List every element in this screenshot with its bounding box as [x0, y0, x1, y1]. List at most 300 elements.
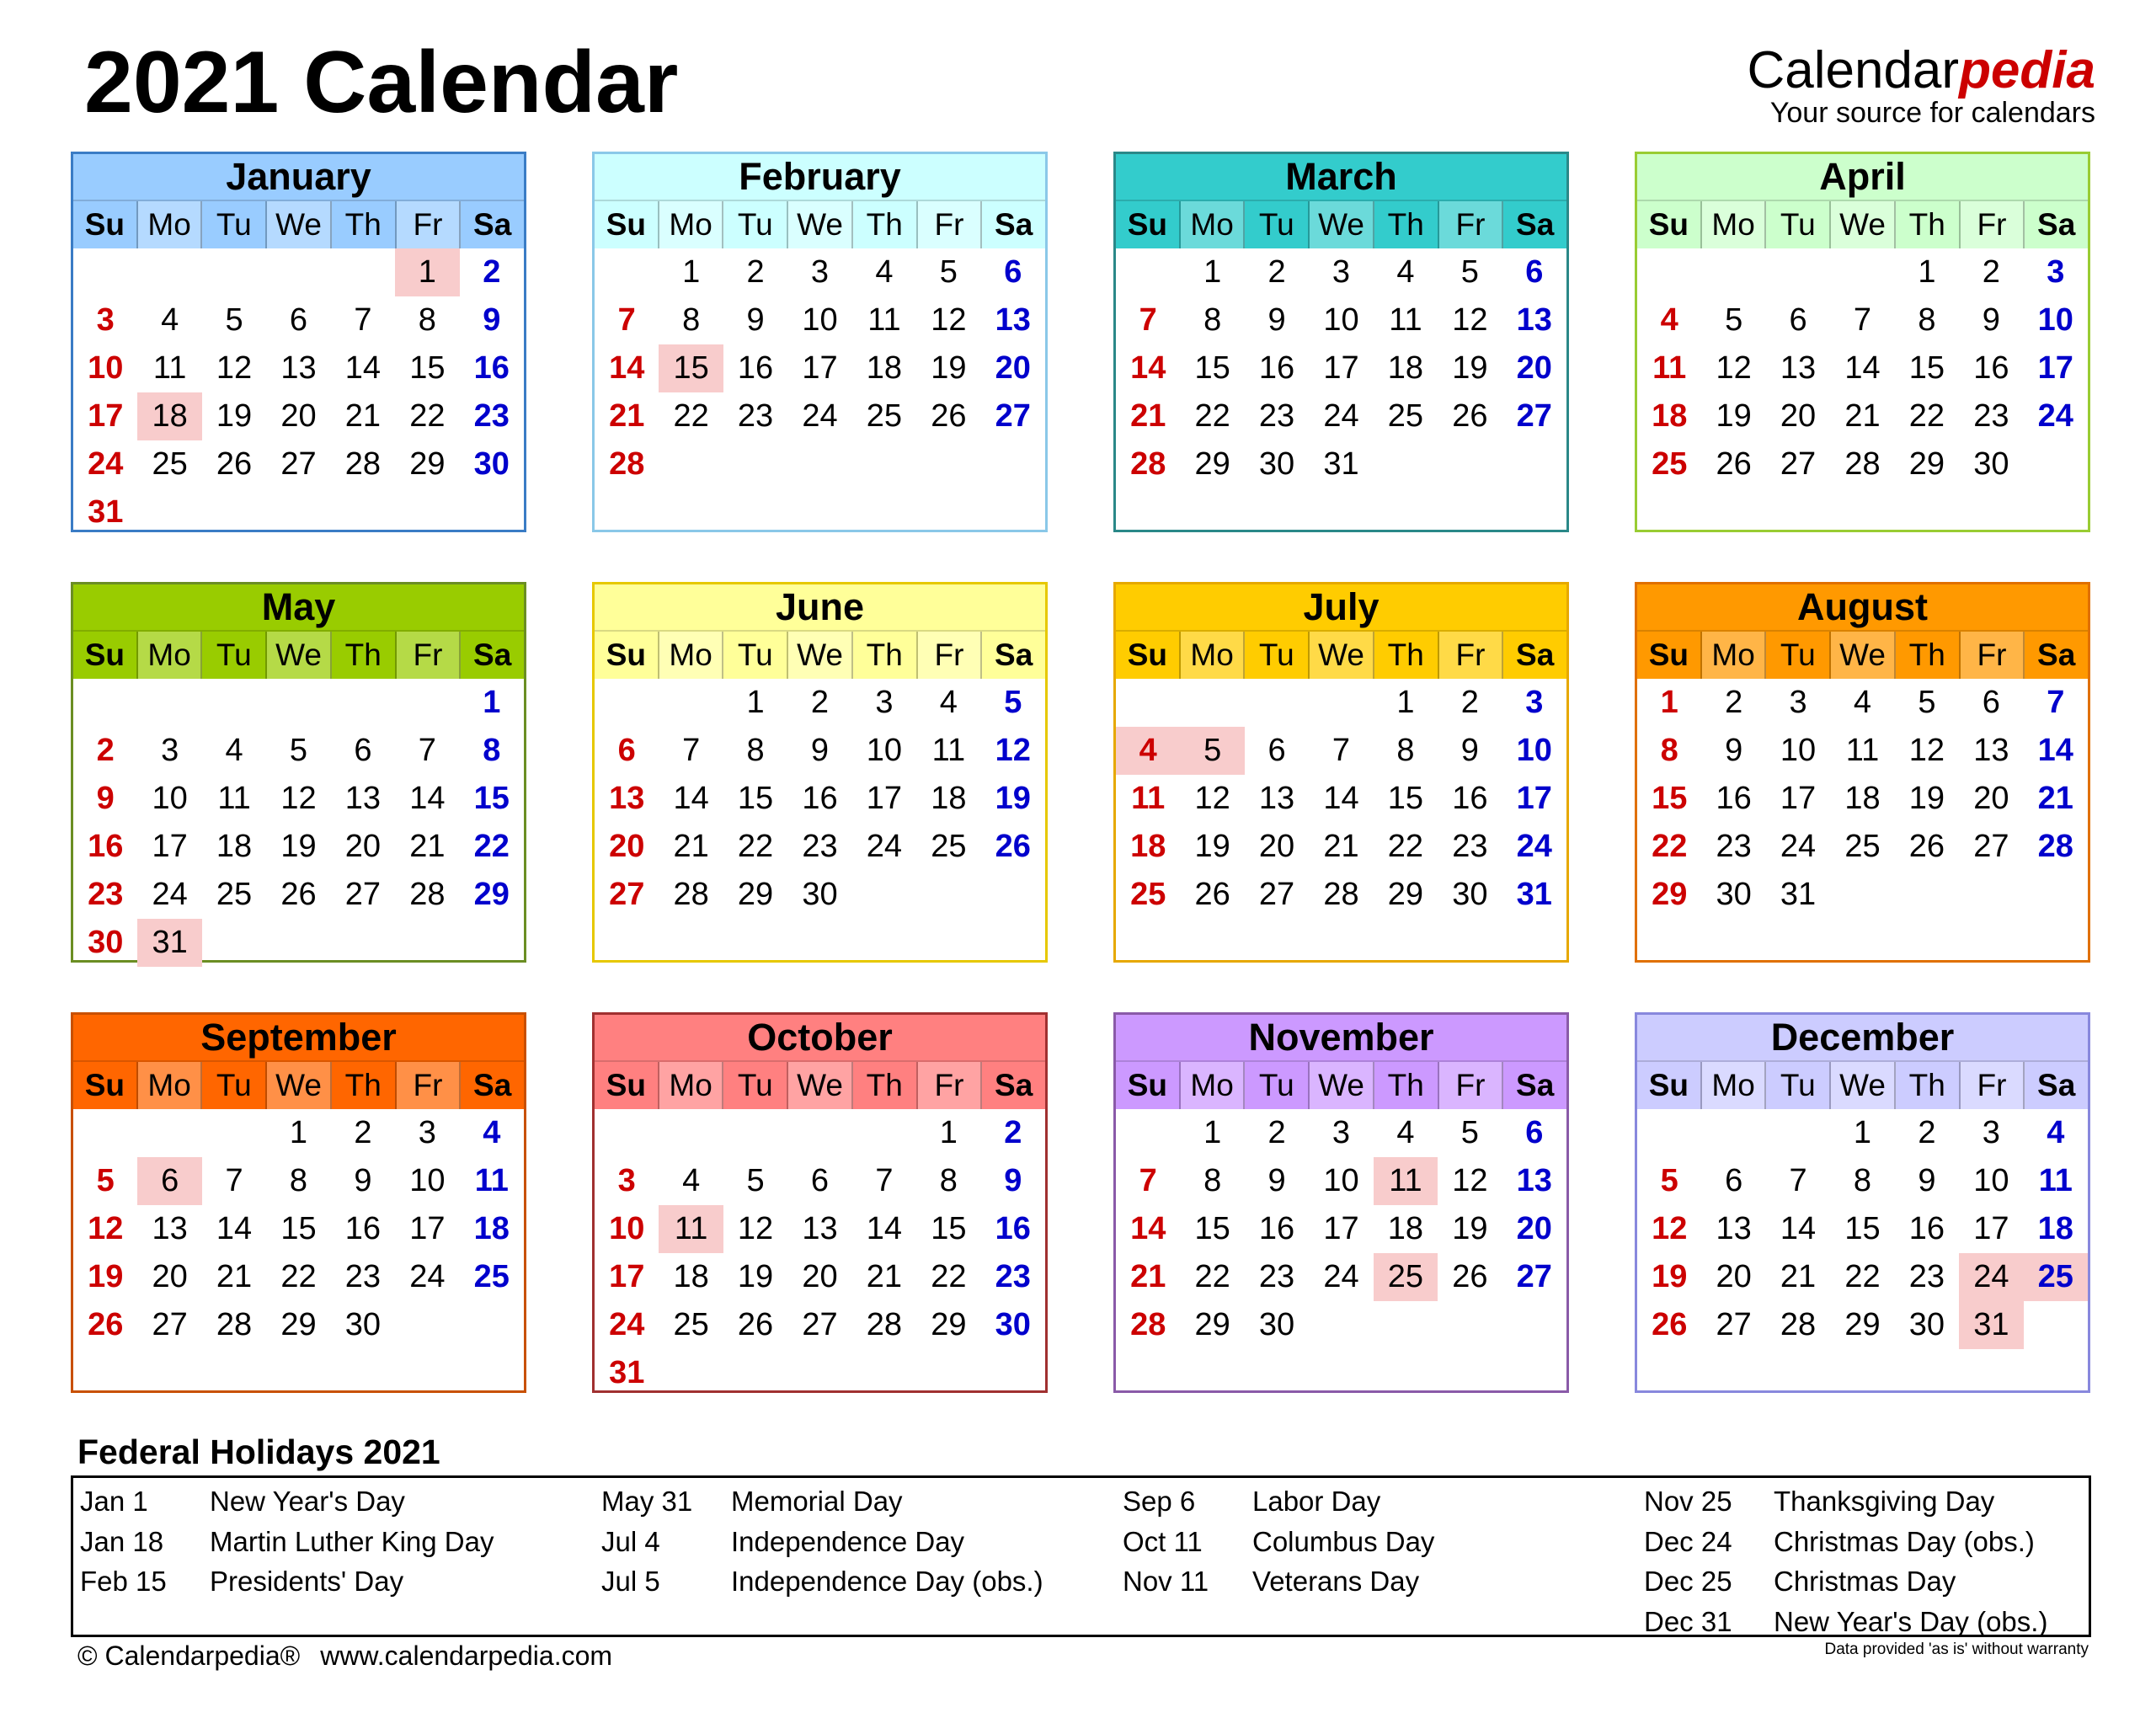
day-cell[interactable]: 5	[1725, 302, 1743, 338]
day-cell[interactable]: 1	[939, 1115, 958, 1150]
day-cell[interactable]: 16	[1973, 350, 2009, 386]
day-cell[interactable]: 21	[609, 398, 645, 434]
day-cell[interactable]: 8	[746, 733, 765, 768]
day-cell[interactable]: 7	[2047, 685, 2065, 720]
day-cell[interactable]: 5	[1660, 1163, 1678, 1198]
day-cell[interactable]: 16	[1258, 350, 1295, 386]
day-cell[interactable]: 1	[483, 685, 501, 720]
day-cell[interactable]: 12	[280, 781, 317, 816]
day-cell[interactable]: 1	[1660, 685, 1678, 720]
day-cell[interactable]: 30	[802, 877, 838, 912]
day-cell[interactable]: 13	[802, 1211, 838, 1246]
day-cell[interactable]: 2	[1267, 1115, 1286, 1150]
day-cell[interactable]: 14	[1780, 1211, 1817, 1246]
day-cell[interactable]: 28	[216, 1307, 253, 1342]
holiday-day-cell[interactable]: 1	[395, 248, 459, 296]
day-cell[interactable]: 13	[152, 1211, 188, 1246]
day-cell[interactable]: 21	[1130, 1259, 1166, 1294]
day-cell[interactable]: 24	[866, 829, 903, 864]
day-cell[interactable]: 9	[1460, 733, 1479, 768]
day-cell[interactable]: 15	[280, 1211, 317, 1246]
day-cell[interactable]: 18	[1130, 829, 1166, 864]
day-cell[interactable]: 5	[289, 733, 308, 768]
day-cell[interactable]: 25	[1844, 829, 1881, 864]
day-cell[interactable]: 1	[682, 254, 701, 290]
day-cell[interactable]: 22	[931, 1259, 967, 1294]
day-cell[interactable]: 1	[289, 1115, 308, 1150]
day-cell[interactable]: 5	[1460, 254, 1479, 290]
day-cell[interactable]: 24	[2037, 398, 2073, 434]
day-cell[interactable]: 13	[995, 302, 1031, 338]
day-cell[interactable]: 8	[1396, 733, 1415, 768]
holiday-day-cell[interactable]: 6	[137, 1157, 201, 1205]
day-cell[interactable]: 8	[289, 1163, 308, 1198]
day-cell[interactable]: 15	[931, 1211, 967, 1246]
day-cell[interactable]: 5	[225, 302, 243, 338]
day-cell[interactable]: 12	[931, 302, 967, 338]
day-cell[interactable]: 8	[1918, 302, 1936, 338]
day-cell[interactable]: 16	[473, 350, 510, 386]
day-cell[interactable]: 13	[344, 781, 382, 816]
day-cell[interactable]: 25	[1652, 446, 1688, 482]
day-cell[interactable]: 23	[737, 398, 774, 434]
day-cell[interactable]: 23	[344, 1259, 382, 1294]
day-cell[interactable]: 19	[1452, 350, 1488, 386]
day-cell[interactable]: 27	[1516, 1259, 1552, 1294]
day-cell[interactable]: 18	[1844, 781, 1881, 816]
day-cell[interactable]: 17	[1780, 781, 1817, 816]
day-cell[interactable]: 5	[746, 1163, 765, 1198]
day-cell[interactable]: 11	[152, 350, 187, 386]
day-cell[interactable]: 3	[1982, 1115, 2000, 1150]
day-cell[interactable]: 22	[280, 1259, 317, 1294]
day-cell[interactable]: 6	[617, 733, 636, 768]
day-cell[interactable]: 14	[1130, 1211, 1166, 1246]
day-cell[interactable]: 2	[810, 685, 830, 720]
day-cell[interactable]: 2	[1004, 1115, 1022, 1150]
day-cell[interactable]: 16	[802, 781, 838, 816]
day-cell[interactable]: 22	[1652, 829, 1688, 864]
day-cell[interactable]: 8	[1853, 1163, 1872, 1198]
day-cell[interactable]: 22	[1194, 398, 1230, 434]
day-cell[interactable]: 11	[1389, 302, 1422, 338]
day-cell[interactable]: 13	[1516, 1163, 1552, 1198]
day-cell[interactable]: 6	[1525, 1115, 1544, 1150]
day-cell[interactable]: 15	[409, 350, 446, 386]
day-cell[interactable]: 18	[866, 350, 903, 386]
day-cell[interactable]: 4	[225, 733, 243, 768]
holiday-day-cell[interactable]: 25	[1374, 1253, 1438, 1301]
day-cell[interactable]: 17	[88, 398, 124, 434]
day-cell[interactable]: 26	[1716, 446, 1752, 482]
day-cell[interactable]: 13	[280, 350, 317, 386]
day-cell[interactable]: 3	[1331, 254, 1351, 290]
day-cell[interactable]: 9	[746, 302, 765, 338]
day-cell[interactable]: 8	[939, 1163, 958, 1198]
holiday-day-cell[interactable]: 25	[2024, 1253, 2088, 1301]
day-cell[interactable]: 6	[1725, 1163, 1743, 1198]
day-cell[interactable]: 10	[1323, 302, 1359, 338]
day-cell[interactable]: 28	[344, 446, 382, 482]
day-cell[interactable]: 23	[995, 1259, 1031, 1294]
day-cell[interactable]: 26	[1908, 829, 1945, 864]
day-cell[interactable]: 14	[609, 350, 645, 386]
day-cell[interactable]: 19	[1194, 829, 1230, 864]
day-cell[interactable]: 10	[609, 1211, 645, 1246]
day-cell[interactable]: 17	[1323, 350, 1359, 386]
day-cell[interactable]: 11	[867, 302, 901, 338]
day-cell[interactable]: 27	[152, 1307, 188, 1342]
day-cell[interactable]: 10	[866, 733, 903, 768]
day-cell[interactable]: 21	[1323, 829, 1359, 864]
day-cell[interactable]: 4	[1396, 254, 1415, 290]
day-cell[interactable]: 28	[673, 877, 709, 912]
day-cell[interactable]: 5	[96, 1163, 115, 1198]
day-cell[interactable]: 3	[875, 685, 894, 720]
day-cell[interactable]: 27	[344, 877, 382, 912]
day-cell[interactable]: 12	[1716, 350, 1752, 386]
day-cell[interactable]: 2	[1918, 1115, 1936, 1150]
day-cell[interactable]: 31	[609, 1355, 645, 1390]
day-cell[interactable]: 15	[1844, 1211, 1881, 1246]
day-cell[interactable]: 27	[1516, 398, 1552, 434]
day-cell[interactable]: 22	[673, 398, 709, 434]
day-cell[interactable]: 22	[1844, 1259, 1881, 1294]
day-cell[interactable]: 7	[1139, 1163, 1157, 1198]
day-cell[interactable]: 1	[1918, 254, 1936, 290]
day-cell[interactable]: 27	[280, 446, 317, 482]
day-cell[interactable]: 24	[1323, 398, 1359, 434]
day-cell[interactable]: 6	[1789, 302, 1807, 338]
day-cell[interactable]: 9	[1267, 1163, 1286, 1198]
day-cell[interactable]: 12	[737, 1211, 774, 1246]
day-cell[interactable]: 14	[2037, 733, 2073, 768]
day-cell[interactable]: 26	[1452, 1259, 1488, 1294]
day-cell[interactable]: 6	[1267, 733, 1286, 768]
day-cell[interactable]: 28	[866, 1307, 903, 1342]
day-cell[interactable]: 8	[1203, 1163, 1222, 1198]
day-cell[interactable]: 12	[1908, 733, 1945, 768]
day-cell[interactable]: 12	[995, 733, 1031, 768]
day-cell[interactable]: 4	[161, 302, 179, 338]
day-cell[interactable]: 27	[1716, 1307, 1752, 1342]
day-cell[interactable]: 30	[88, 925, 124, 960]
day-cell[interactable]: 20	[344, 829, 382, 864]
day-cell[interactable]: 8	[418, 302, 436, 338]
day-cell[interactable]: 19	[931, 350, 967, 386]
day-cell[interactable]: 19	[1652, 1259, 1688, 1294]
day-cell[interactable]: 23	[802, 829, 838, 864]
day-cell[interactable]: 21	[344, 398, 382, 434]
day-cell[interactable]: 2	[1982, 254, 2000, 290]
day-cell[interactable]: 24	[802, 398, 838, 434]
day-cell[interactable]: 15	[1908, 350, 1945, 386]
day-cell[interactable]: 4	[1396, 1115, 1415, 1150]
day-cell[interactable]: 20	[802, 1259, 838, 1294]
day-cell[interactable]: 11	[2038, 1163, 2073, 1198]
day-cell[interactable]: 9	[1918, 1163, 1936, 1198]
day-cell[interactable]: 13	[609, 781, 645, 816]
day-cell[interactable]: 11	[931, 733, 966, 768]
day-cell[interactable]: 20	[152, 1259, 188, 1294]
day-cell[interactable]: 2	[483, 254, 501, 290]
day-cell[interactable]: 21	[866, 1259, 903, 1294]
day-cell[interactable]: 28	[1130, 446, 1166, 482]
day-cell[interactable]: 29	[1908, 446, 1945, 482]
day-cell[interactable]: 19	[280, 829, 317, 864]
day-cell[interactable]: 31	[88, 494, 124, 530]
day-cell[interactable]: 16	[1258, 1211, 1295, 1246]
day-cell[interactable]: 9	[1267, 302, 1286, 338]
day-cell[interactable]: 31	[1323, 446, 1359, 482]
day-cell[interactable]: 4	[682, 1163, 701, 1198]
day-cell[interactable]: 25	[931, 829, 967, 864]
day-cell[interactable]: 3	[161, 733, 179, 768]
day-cell[interactable]: 14	[1130, 350, 1166, 386]
day-cell[interactable]: 24	[1780, 829, 1817, 864]
holiday-day-cell[interactable]: 24	[1959, 1253, 2023, 1301]
day-cell[interactable]: 19	[737, 1259, 774, 1294]
day-cell[interactable]: 7	[1853, 302, 1872, 338]
day-cell[interactable]: 11	[474, 1163, 509, 1198]
day-cell[interactable]: 22	[1387, 829, 1424, 864]
day-cell[interactable]: 9	[1982, 302, 2000, 338]
day-cell[interactable]: 15	[473, 781, 510, 816]
day-cell[interactable]: 4	[483, 1115, 501, 1150]
holiday-day-cell[interactable]: 11	[1374, 1157, 1438, 1205]
day-cell[interactable]: 12	[1452, 302, 1488, 338]
day-cell[interactable]: 12	[1452, 1163, 1488, 1198]
day-cell[interactable]: 7	[418, 733, 436, 768]
day-cell[interactable]: 13	[1258, 781, 1295, 816]
day-cell[interactable]: 19	[88, 1259, 124, 1294]
day-cell[interactable]: 21	[409, 829, 446, 864]
day-cell[interactable]: 20	[1516, 350, 1552, 386]
day-cell[interactable]: 16	[344, 1211, 382, 1246]
day-cell[interactable]: 22	[1908, 398, 1945, 434]
day-cell[interactable]: 30	[473, 446, 510, 482]
day-cell[interactable]: 9	[96, 781, 115, 816]
day-cell[interactable]: 27	[1973, 829, 2009, 864]
day-cell[interactable]: 18	[473, 1211, 510, 1246]
day-cell[interactable]: 14	[216, 1211, 253, 1246]
day-cell[interactable]: 30	[1716, 877, 1752, 912]
day-cell[interactable]: 29	[1652, 877, 1688, 912]
day-cell[interactable]: 3	[1789, 685, 1807, 720]
day-cell[interactable]: 2	[1460, 685, 1479, 720]
day-cell[interactable]: 7	[1139, 302, 1157, 338]
day-cell[interactable]: 16	[1452, 781, 1488, 816]
holiday-day-cell[interactable]: 31	[1959, 1301, 2023, 1349]
day-cell[interactable]: 19	[216, 398, 253, 434]
day-cell[interactable]: 9	[1004, 1163, 1022, 1198]
day-cell[interactable]: 25	[673, 1307, 709, 1342]
day-cell[interactable]: 17	[409, 1211, 446, 1246]
day-cell[interactable]: 30	[1258, 1307, 1295, 1342]
day-cell[interactable]: 30	[1258, 446, 1295, 482]
day-cell[interactable]: 7	[875, 1163, 894, 1198]
day-cell[interactable]: 14	[673, 781, 709, 816]
day-cell[interactable]: 19	[995, 781, 1031, 816]
day-cell[interactable]: 7	[225, 1163, 243, 1198]
holiday-day-cell[interactable]: 4	[1116, 727, 1180, 775]
day-cell[interactable]: 16	[737, 350, 774, 386]
day-cell[interactable]: 26	[1652, 1307, 1688, 1342]
day-cell[interactable]: 3	[96, 302, 115, 338]
day-cell[interactable]: 12	[88, 1211, 124, 1246]
day-cell[interactable]: 21	[1844, 398, 1881, 434]
day-cell[interactable]: 10	[1973, 1163, 2009, 1198]
day-cell[interactable]: 30	[1973, 446, 2009, 482]
day-cell[interactable]: 29	[473, 877, 510, 912]
day-cell[interactable]: 12	[1194, 781, 1230, 816]
day-cell[interactable]: 30	[1908, 1307, 1945, 1342]
day-cell[interactable]: 4	[1853, 685, 1872, 720]
day-cell[interactable]: 18	[216, 829, 253, 864]
day-cell[interactable]: 29	[280, 1307, 317, 1342]
day-cell[interactable]: 6	[1525, 254, 1544, 290]
day-cell[interactable]: 1	[746, 685, 765, 720]
day-cell[interactable]: 8	[1203, 302, 1222, 338]
day-cell[interactable]: 10	[1516, 733, 1552, 768]
day-cell[interactable]: 19	[1452, 1211, 1488, 1246]
day-cell[interactable]: 6	[289, 302, 308, 338]
day-cell[interactable]: 28	[609, 446, 645, 482]
day-cell[interactable]: 14	[344, 350, 382, 386]
day-cell[interactable]: 5	[1460, 1115, 1479, 1150]
day-cell[interactable]: 3	[418, 1115, 436, 1150]
day-cell[interactable]: 24	[88, 446, 124, 482]
day-cell[interactable]: 10	[409, 1163, 446, 1198]
day-cell[interactable]: 23	[1973, 398, 2009, 434]
day-cell[interactable]: 10	[802, 302, 838, 338]
day-cell[interactable]: 8	[682, 302, 701, 338]
day-cell[interactable]: 18	[2037, 1211, 2073, 1246]
day-cell[interactable]: 18	[1387, 350, 1424, 386]
day-cell[interactable]: 18	[931, 781, 967, 816]
day-cell[interactable]: 28	[1130, 1307, 1166, 1342]
day-cell[interactable]: 26	[931, 398, 967, 434]
day-cell[interactable]: 20	[1716, 1259, 1752, 1294]
day-cell[interactable]: 3	[1331, 1115, 1351, 1150]
day-cell[interactable]: 6	[354, 733, 372, 768]
day-cell[interactable]: 6	[810, 1163, 830, 1198]
day-cell[interactable]: 20	[1516, 1211, 1552, 1246]
day-cell[interactable]: 5	[939, 254, 958, 290]
day-cell[interactable]: 30	[995, 1307, 1031, 1342]
day-cell[interactable]: 24	[409, 1259, 446, 1294]
day-cell[interactable]: 11	[1652, 350, 1687, 386]
day-cell[interactable]: 17	[152, 829, 188, 864]
day-cell[interactable]: 27	[995, 398, 1031, 434]
day-cell[interactable]: 17	[866, 781, 903, 816]
day-cell[interactable]: 24	[1323, 1259, 1359, 1294]
day-cell[interactable]: 27	[802, 1307, 838, 1342]
day-cell[interactable]: 7	[617, 302, 636, 338]
day-cell[interactable]: 4	[875, 254, 894, 290]
day-cell[interactable]: 29	[737, 877, 774, 912]
day-cell[interactable]: 7	[354, 302, 372, 338]
day-cell[interactable]: 15	[737, 781, 774, 816]
day-cell[interactable]: 1	[1203, 1115, 1222, 1150]
day-cell[interactable]: 23	[1452, 829, 1488, 864]
holiday-day-cell[interactable]: 31	[137, 919, 201, 967]
day-cell[interactable]: 1	[1396, 685, 1415, 720]
day-cell[interactable]: 25	[1130, 877, 1166, 912]
day-cell[interactable]: 17	[1973, 1211, 2009, 1246]
day-cell[interactable]: 6	[1982, 685, 2000, 720]
day-cell[interactable]: 8	[483, 733, 501, 768]
day-cell[interactable]: 27	[609, 877, 645, 912]
day-cell[interactable]: 7	[1331, 733, 1351, 768]
day-cell[interactable]: 15	[1194, 350, 1230, 386]
day-cell[interactable]: 25	[152, 446, 188, 482]
day-cell[interactable]: 2	[354, 1115, 372, 1150]
day-cell[interactable]: 29	[1387, 877, 1424, 912]
day-cell[interactable]: 14	[1323, 781, 1359, 816]
day-cell[interactable]: 26	[995, 829, 1031, 864]
day-cell[interactable]: 15	[1387, 781, 1424, 816]
day-cell[interactable]: 10	[1780, 733, 1817, 768]
day-cell[interactable]: 22	[737, 829, 774, 864]
day-cell[interactable]: 26	[88, 1307, 124, 1342]
day-cell[interactable]: 11	[1845, 733, 1880, 768]
footer-website-link[interactable]: www.calendarpedia.com	[320, 1641, 613, 1671]
day-cell[interactable]: 9	[483, 302, 501, 338]
day-cell[interactable]: 17	[802, 350, 838, 386]
day-cell[interactable]: 25	[866, 398, 903, 434]
day-cell[interactable]: 4	[939, 685, 958, 720]
day-cell[interactable]: 24	[152, 877, 188, 912]
day-cell[interactable]: 20	[609, 829, 645, 864]
day-cell[interactable]: 20	[1258, 829, 1295, 864]
day-cell[interactable]: 16	[1716, 781, 1752, 816]
day-cell[interactable]: 3	[2047, 254, 2065, 290]
day-cell[interactable]: 13	[1973, 733, 2009, 768]
day-cell[interactable]: 10	[2037, 302, 2073, 338]
day-cell[interactable]: 28	[1323, 877, 1359, 912]
day-cell[interactable]: 17	[1323, 1211, 1359, 1246]
day-cell[interactable]: 26	[1194, 877, 1230, 912]
holiday-day-cell[interactable]: 11	[659, 1205, 723, 1253]
day-cell[interactable]: 3	[1525, 685, 1544, 720]
day-cell[interactable]: 20	[1973, 781, 2009, 816]
day-cell[interactable]: 14	[866, 1211, 903, 1246]
day-cell[interactable]: 10	[1323, 1163, 1359, 1198]
day-cell[interactable]: 28	[1780, 1307, 1817, 1342]
day-cell[interactable]: 23	[1258, 398, 1295, 434]
day-cell[interactable]: 29	[409, 446, 446, 482]
day-cell[interactable]: 13	[1516, 302, 1552, 338]
day-cell[interactable]: 12	[216, 350, 253, 386]
day-cell[interactable]: 25	[473, 1259, 510, 1294]
day-cell[interactable]: 23	[1258, 1259, 1295, 1294]
day-cell[interactable]: 17	[609, 1259, 645, 1294]
day-cell[interactable]: 2	[96, 733, 115, 768]
day-cell[interactable]: 18	[1652, 398, 1688, 434]
day-cell[interactable]: 30	[344, 1307, 382, 1342]
day-cell[interactable]: 14	[409, 781, 446, 816]
day-cell[interactable]: 20	[995, 350, 1031, 386]
day-cell[interactable]: 15	[1652, 781, 1688, 816]
day-cell[interactable]: 17	[2037, 350, 2073, 386]
day-cell[interactable]: 26	[280, 877, 317, 912]
day-cell[interactable]: 23	[473, 398, 510, 434]
day-cell[interactable]: 2	[746, 254, 765, 290]
day-cell[interactable]: 27	[1780, 446, 1817, 482]
day-cell[interactable]: 21	[1130, 398, 1166, 434]
day-cell[interactable]: 11	[217, 781, 251, 816]
